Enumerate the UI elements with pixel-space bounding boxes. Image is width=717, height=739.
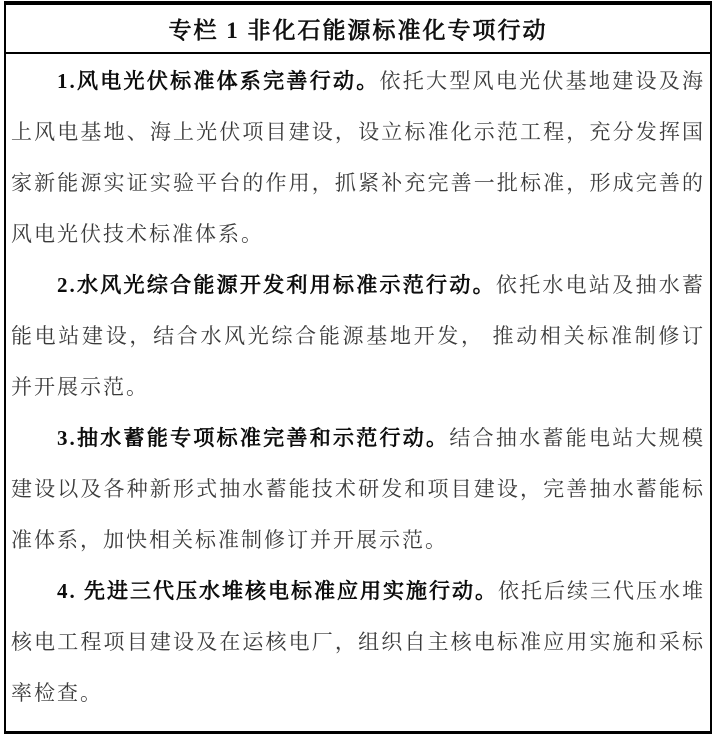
action-item-3-body: 结合抽水蓄能电站大规模建设以及各种新形式抽水蓄能技术研发和项目建设，完善抽水蓄能标准体系，加快相关标准制修订并开展示范。 [11, 426, 706, 552]
action-item-1-lead: 1.风电光伏标准体系完善行动。 [57, 69, 380, 93]
box-title: 专栏 1 非化石能源标准化专项行动 [168, 18, 548, 43]
action-item-3-lead: 3.抽水蓄能专项标准完善和示范行动。 [57, 426, 450, 450]
box-body [6, 54, 710, 719]
action-item-1 [11, 56, 705, 260]
callout-box [4, 1, 712, 734]
action-item-1-body: 依托大型风电光伏基地建设及海上风电基地、海上光伏项目建设，设立标准化示范工程，充分发挥国家新能源实证实验平台的作用，抓紧补充完善一批标准，形成完善的风电光伏技术标准体系。 [11, 69, 706, 246]
action-item-4-lead: 4. 先进三代压水堆核电标准应用实施行动。 [57, 579, 498, 603]
action-item-2-lead: 2.水风光综合能源开发利用标准示范行动。 [57, 273, 496, 297]
action-item-2-body: 依托水电站及抽水蓄能电站建设，结合水风光综合能源基地开发， 推动相关标准制修订并开展示范。 [11, 273, 706, 399]
action-item-2 [11, 260, 705, 413]
action-item-3 [11, 413, 705, 566]
box-header [6, 5, 710, 54]
action-item-4-body: 依托后续三代压水堆核电工程项目建设及在运核电厂，组织自主核电标准应用实施和采标率检查。 [11, 579, 705, 705]
action-item-4 [11, 566, 705, 719]
